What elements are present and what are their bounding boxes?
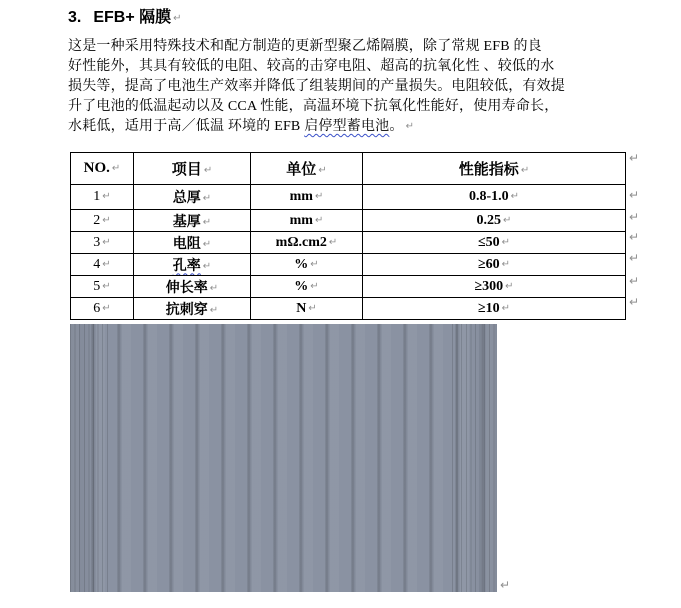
table-cell: mΩ.cm2 ↵ xyxy=(251,232,363,254)
cell-mark: ↵ xyxy=(310,258,319,270)
paragraph-line: 好性能外，其具有较低的电阻、较高的击穿电阻、超高的抗氧化性 、较低的水 xyxy=(68,59,555,74)
paragraph-line: 这是一种采用特殊技术和配方制造的更新型聚乙烯隔膜，除了常规 EFB 的良 xyxy=(68,39,542,54)
table-cell: mm ↵ xyxy=(251,185,363,210)
table-cell: 5 ↵ xyxy=(71,276,134,298)
table-cell: 0.25 ↵ xyxy=(363,210,626,232)
section-heading xyxy=(68,6,182,31)
cell-mark: ↵ xyxy=(503,214,512,226)
cell-mark: ↵ xyxy=(202,260,212,272)
cell-mark: ↵ xyxy=(505,280,514,292)
cell-mark: ↵ xyxy=(501,258,511,270)
table-row xyxy=(71,254,626,276)
table-cell: N ↵ xyxy=(251,298,363,320)
cell-mark: ↵ xyxy=(203,165,213,176)
table-cell: ≤50 ↵ xyxy=(363,232,626,254)
table-cell: 伸长率 ↵ xyxy=(134,276,251,298)
cell-mark: ↵ xyxy=(501,302,511,314)
texture-fine-ribs-right xyxy=(452,324,497,592)
table-cell: 基厚 ↵ xyxy=(134,210,251,232)
table-cell: 3 ↵ xyxy=(71,232,134,254)
image-end-mark: ↵ xyxy=(500,578,511,592)
cell-mark: ↵ xyxy=(202,238,212,250)
paragraph-line: 升了电池的低温起动以及 CCA 性能，高温环境下抗氧化性能好，使用寿命长， xyxy=(68,99,559,114)
cell-mark: ↵ xyxy=(102,302,111,314)
cell-mark: ↵ xyxy=(328,236,338,248)
table-row xyxy=(71,210,626,232)
row-end-mark: ↵ xyxy=(629,295,640,309)
cell-mark: ↵ xyxy=(501,236,511,248)
table-cell: 0.8-1.0 ↵ xyxy=(363,185,626,210)
table-header-row xyxy=(71,153,626,185)
separator-texture-image xyxy=(70,324,497,592)
row-end-mark: ↵ xyxy=(629,210,640,224)
cell-mark: ↵ xyxy=(209,282,219,294)
texture-fine-ribs-left xyxy=(70,324,108,592)
table-cell: 4 ↵ xyxy=(71,254,134,276)
table-cell: ≥10 ↵ xyxy=(363,298,626,320)
table-cell: 2 ↵ xyxy=(71,210,134,232)
cell-mark: ↵ xyxy=(202,193,212,204)
row-end-mark: ↵ xyxy=(629,230,640,244)
table-row xyxy=(71,276,626,298)
paragraph-mark: ↵ xyxy=(173,13,182,24)
table-cell: 总厚 ↵ xyxy=(134,185,251,210)
row-end-mark: ↵ xyxy=(629,274,640,288)
cell-mark: ↵ xyxy=(102,258,111,270)
row-end-mark: ↵ xyxy=(629,151,640,165)
table-cell xyxy=(134,254,251,276)
table-cell: ≥60 ↵ xyxy=(363,254,626,276)
cell-mark: ↵ xyxy=(202,216,212,228)
table-header-cell: 性能指标 ↵ xyxy=(363,153,626,185)
paragraph-text: 水耗低，适用于高／低温 环境的 EFB xyxy=(68,119,305,134)
table-cell: 6 ↵ xyxy=(71,298,134,320)
section-title: EFB+ 隔膜 xyxy=(93,9,172,26)
spellcheck-underlined-text: 启停型蓄电池 xyxy=(304,119,390,134)
paragraph-line: 损失等，提高了电池生产效率并降低了组装期间的产量损失。电阻较低，有效提 xyxy=(68,79,565,94)
table-cell: ≥300 ↵ xyxy=(363,276,626,298)
table-cell: 电阻 ↵ xyxy=(134,232,251,254)
spec-table xyxy=(70,152,626,320)
cell-mark: ↵ xyxy=(102,280,111,292)
cell-mark: ↵ xyxy=(102,214,111,226)
paragraph-line xyxy=(68,117,624,137)
table-row xyxy=(71,232,626,254)
table-row xyxy=(71,298,626,320)
cell-mark: ↵ xyxy=(510,191,520,202)
cell-mark: ↵ xyxy=(314,191,324,202)
body-paragraph xyxy=(68,37,624,137)
table-cell: 抗刺穿 ↵ xyxy=(134,298,251,320)
row-end-mark: ↵ xyxy=(629,251,640,265)
table-cell: % ↵ xyxy=(251,276,363,298)
cell-mark: ↵ xyxy=(102,236,111,248)
cell-mark: ↵ xyxy=(111,163,121,174)
table-cell: 1 ↵ xyxy=(71,185,134,210)
row-end-mark: ↵ xyxy=(629,188,640,202)
paragraph-mark: ↵ xyxy=(405,121,415,132)
table-cell: mm ↵ xyxy=(251,210,363,232)
cell-mark: ↵ xyxy=(102,191,111,202)
cell-mark: ↵ xyxy=(520,165,530,176)
spellcheck-underlined-text: 孔率 xyxy=(172,258,201,274)
cell-mark: ↵ xyxy=(308,302,317,314)
cell-mark: ↵ xyxy=(314,214,324,226)
cell-mark: ↵ xyxy=(318,165,327,176)
table-header-cell: NO. ↵ xyxy=(71,153,134,185)
section-number: 3. xyxy=(68,9,82,26)
cell-mark: ↵ xyxy=(209,304,219,316)
table-cell: % ↵ xyxy=(251,254,363,276)
table-header-cell: 项目 ↵ xyxy=(134,153,251,185)
table-row xyxy=(71,185,626,210)
paragraph-text: 。 xyxy=(389,119,404,134)
table-header-cell: 单位 ↵ xyxy=(251,153,363,185)
cell-mark: ↵ xyxy=(310,280,319,292)
